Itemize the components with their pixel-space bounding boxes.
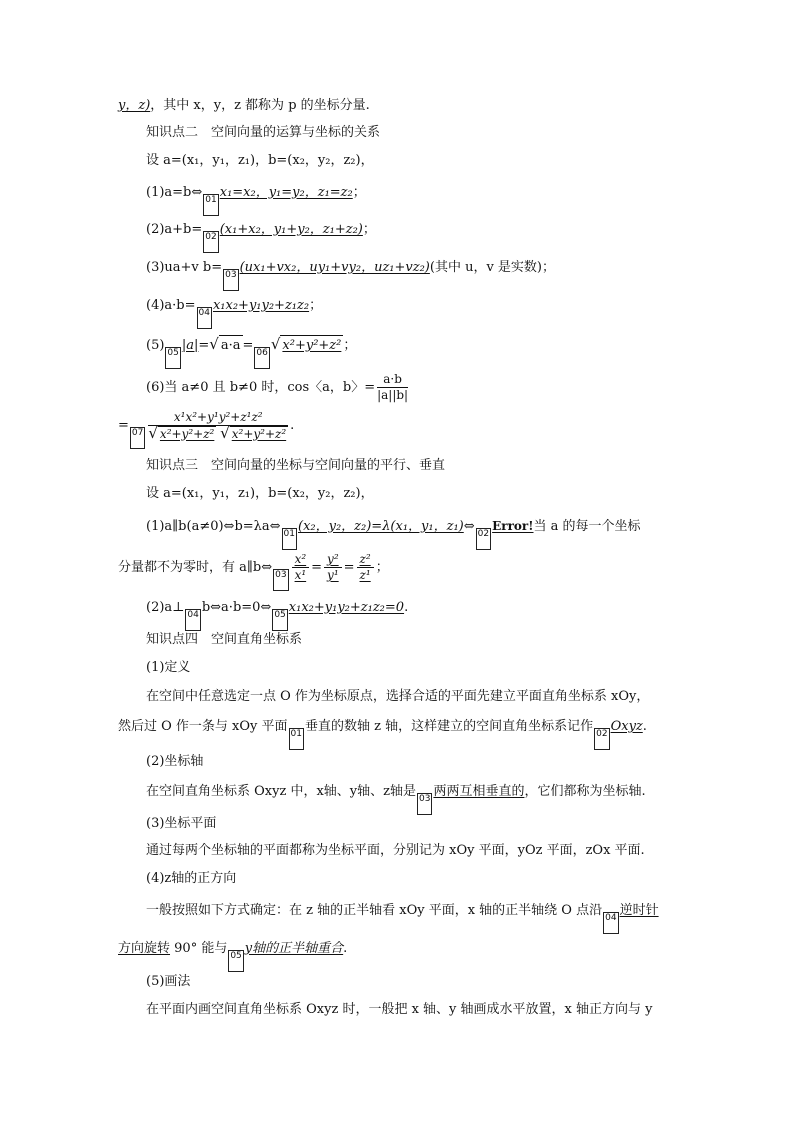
fraction-denominator: y¹ bbox=[327, 568, 339, 582]
text: ； bbox=[352, 185, 366, 200]
fraction-numerator: x¹x²+y¹y²+z¹z² bbox=[148, 410, 288, 426]
rule-cosine-formula bbox=[118, 408, 294, 449]
answer-box: 04 bbox=[185, 609, 200, 631]
rule-magnitude bbox=[146, 334, 356, 369]
rule-label: (3)ua+v b= bbox=[146, 260, 223, 275]
text: 在空间直角坐标系 Oxyz 中，x轴、y轴、z轴是 bbox=[146, 784, 416, 799]
answer-box: 07 bbox=[130, 427, 145, 449]
text: . bbox=[290, 418, 295, 433]
answer-underlined: (ux₁+vx₂，uy₁+vy₂，uz₁+vz₂) bbox=[239, 260, 430, 275]
rule-cosine bbox=[146, 370, 410, 406]
text: ，它们都称为坐标轴. bbox=[524, 784, 646, 799]
kp2-definition: 设 a=(x₁，y₁，z₁)，b=(x₂，y₂，z₂)， bbox=[146, 153, 374, 168]
answer-box: 01 bbox=[282, 528, 297, 550]
section-title-kp4: 知识点四 空间直角坐标系 bbox=[146, 632, 303, 647]
axes-text bbox=[146, 782, 646, 815]
text: = bbox=[118, 418, 129, 433]
sqrt-icon: √ bbox=[270, 335, 281, 353]
answer-box: 05 bbox=[272, 609, 287, 631]
text: . bbox=[404, 600, 409, 615]
answer-underlined: x₁=x₂，y₁=y₂，z₁=z₂ bbox=[219, 185, 353, 200]
sqrt-content: x²+y²+z² bbox=[231, 426, 287, 441]
text: . bbox=[343, 941, 348, 956]
answer-box: 03 bbox=[223, 269, 238, 291]
rule-label: (1)a∥b(a≠0)⇔b=λa⇔ bbox=[146, 519, 281, 534]
answer-box: 01 bbox=[203, 194, 218, 216]
answer-box: 03 bbox=[273, 569, 288, 591]
answer-underlined: Oxyz bbox=[610, 719, 643, 734]
rule-dot-product bbox=[146, 296, 322, 329]
text: ⇔ bbox=[463, 519, 475, 534]
text: ； bbox=[375, 560, 389, 575]
fraction bbox=[292, 552, 310, 583]
fraction-numerator: z² bbox=[357, 552, 374, 568]
answer-box: 04 bbox=[197, 307, 212, 329]
fraction bbox=[324, 552, 342, 583]
text: ； bbox=[343, 338, 357, 353]
text: ； bbox=[362, 222, 376, 237]
text: (其中 u，v 是实数)； bbox=[429, 260, 556, 275]
answer-box: 05 bbox=[228, 950, 243, 972]
sqrt-icon: √ bbox=[209, 335, 219, 353]
answer-underlined: |a| bbox=[181, 338, 199, 353]
text: 90° 能与 bbox=[170, 941, 228, 956]
sqrt-icon: √ bbox=[220, 423, 230, 442]
rule-label: (5) bbox=[146, 338, 165, 353]
rule-label: (2)a+b= bbox=[146, 222, 203, 237]
fraction-denominator bbox=[148, 423, 288, 442]
sqrt-content: a·a bbox=[219, 335, 243, 356]
answer-box: 05 bbox=[165, 347, 180, 369]
answer-text: 垂直 bbox=[304, 719, 331, 734]
text: ，其中 x，y，z 都称为 p 的坐标分量. bbox=[150, 98, 370, 113]
fraction bbox=[148, 410, 288, 442]
rule-linear-combination bbox=[146, 258, 555, 291]
z-direction-text bbox=[146, 901, 659, 934]
subheading-axes: (2)坐标轴 bbox=[146, 754, 204, 769]
rule-parallel bbox=[146, 516, 641, 550]
fraction-numerator: a·b bbox=[377, 372, 408, 388]
answer-underlined: y，z) bbox=[118, 98, 151, 113]
fraction bbox=[357, 552, 374, 583]
subheading-z-direction: (4)z轴的正方向 bbox=[146, 871, 237, 886]
sqrt-content: x²+y²+z² bbox=[159, 426, 215, 441]
text: 一般按照如下方式确定：在 z 轴的正半轴看 xOy 平面，x 轴的正半轴绕 O 点沿 bbox=[146, 903, 603, 918]
text: b⇔a·b=0⇔ bbox=[201, 600, 272, 615]
rule-label: (4)a·b= bbox=[146, 298, 196, 313]
rule-addition bbox=[146, 220, 376, 253]
fraction-denominator: z¹ bbox=[359, 568, 371, 582]
subheading-definition: (1)定义 bbox=[146, 660, 191, 675]
rule-label: (2)a⊥ bbox=[146, 600, 185, 615]
rule-label: (6)当 a≠0 且 b≠0 时，cos〈a，b〉= bbox=[146, 380, 376, 395]
rule-perpendicular bbox=[146, 598, 408, 631]
planes-text: 通过每两个坐标轴的平面都称为坐标平面，分别记为 xOy 平面，yOz 平面，zOx 平面. bbox=[146, 843, 645, 858]
text: ； bbox=[309, 298, 323, 313]
subheading-planes: (3)坐标平面 bbox=[146, 816, 217, 831]
section-title-kp2: 知识点二 空间向量的运算与坐标的关系 bbox=[146, 125, 381, 140]
sqrt-icon: √ bbox=[148, 423, 158, 442]
definition-text-2 bbox=[118, 717, 647, 750]
rule-parallel-ratio: 分量都不为零时，有 a∥b⇔ 03 $\frac{\text{x²}}{\text{x¹}}$ = $\frac{\text{y²}}{\text{y¹}}$ = $\frac{\text{z²}}{\text{z¹}}$ ； bbox=[118, 552, 389, 591]
fraction-numerator: y² bbox=[324, 552, 342, 568]
answer-underlined: 方向旋转 bbox=[118, 941, 171, 956]
text: = bbox=[198, 338, 210, 353]
answer-underlined: y轴的正半轴重合 bbox=[244, 941, 344, 956]
fraction-numerator: x² bbox=[292, 552, 310, 568]
text: 的数轴 z 轴，这样建立的空间直角坐标系记作 bbox=[331, 719, 594, 734]
line-coordinate-components bbox=[118, 96, 370, 116]
answer-underlined: (x₂，y₂，z₂)=λ(x₁，y₁，z₁) bbox=[298, 519, 464, 534]
answer-box: 06 bbox=[254, 347, 269, 369]
definition-text: 在空间中任意选定一点 O 作为坐标原点，选择合适的平面先建立平面直角坐标系 xOy， bbox=[146, 689, 650, 704]
text: 当 a 的每一个坐标 bbox=[533, 519, 641, 534]
answer-box: 03 bbox=[417, 793, 432, 815]
error-text: Error! bbox=[492, 519, 534, 533]
answer-underlined: x²+y²+z² bbox=[280, 335, 343, 356]
answer-box: 04 bbox=[603, 912, 618, 934]
text: 分量都不为零时，有 a∥b⇔ bbox=[118, 560, 273, 575]
rule-equality bbox=[146, 183, 366, 216]
text: . bbox=[642, 719, 647, 734]
answer-box: 01 bbox=[289, 728, 304, 750]
answer-box: 02 bbox=[203, 231, 218, 253]
answer-underlined: x₁x₂+y₁y₂+z₁z₂ bbox=[212, 298, 310, 313]
answer-box: 02 bbox=[594, 728, 609, 750]
answer-underlined: 两两互相垂直的 bbox=[433, 784, 525, 799]
kp3-definition: 设 a=(x₁，y₁，z₁)，b=(x₂，y₂，z₂)， bbox=[146, 486, 374, 501]
answer-box: 02 bbox=[476, 528, 491, 550]
answer-underlined: (x₁+x₂，y₁+y₂，z₁+z₂) bbox=[219, 222, 363, 237]
subheading-drawing: (5)画法 bbox=[146, 974, 191, 989]
answer-underlined: 逆时针 bbox=[619, 903, 659, 918]
text: 然后过 O 作一条与 xOy 平面 bbox=[118, 719, 288, 734]
section-title-kp3: 知识点三 空间向量的坐标与空间向量的平行、垂直 bbox=[146, 458, 446, 473]
drawing-text: 在平面内画空间直角坐标系 Oxyz 时，一般把 x 轴、y 轴画成水平放置，x 轴正方向与 y bbox=[146, 1002, 653, 1017]
fraction bbox=[377, 372, 408, 403]
fraction-denominator: |a||b| bbox=[377, 388, 409, 402]
z-direction-text-2 bbox=[118, 939, 347, 972]
rule-label: (1)a=b⇔ bbox=[146, 185, 203, 200]
text: = bbox=[242, 338, 254, 353]
fraction-denominator: x¹ bbox=[294, 568, 307, 582]
answer-underlined: x₁x₂+y₁y₂+z₁z₂=0 bbox=[288, 600, 405, 615]
